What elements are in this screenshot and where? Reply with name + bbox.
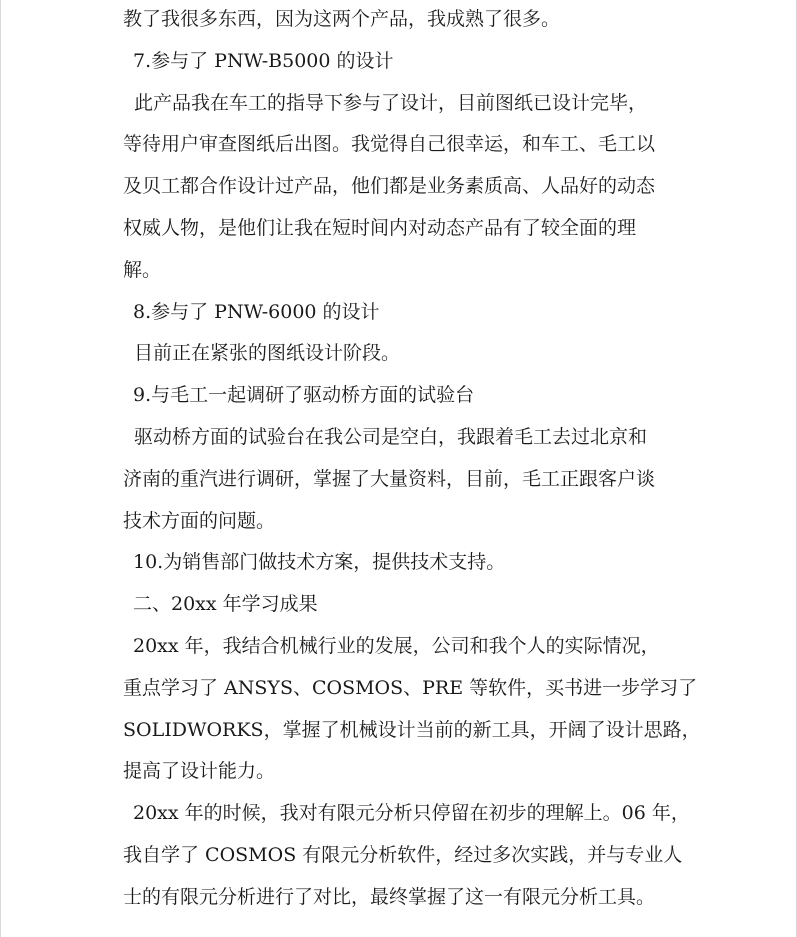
paragraph-line: 及贝工都合作设计过产品，他们都是业务素质高、人品好的动态 <box>123 175 656 198</box>
section-heading-8: 8.参与了 PNW-6000 的设计 <box>133 300 380 323</box>
paragraph-line: 解。 <box>123 258 162 281</box>
paragraph-line: 教了我很多东西，因为这两个产品，我成熟了很多。 <box>123 8 561 30</box>
section-heading-10: 10.为销售部门做技术方案，提供技术支持。 <box>133 551 506 574</box>
section-heading-9: 9.与毛工一起调研了驱动桥方面的试验台 <box>133 384 475 407</box>
paragraph-line: 我自学了 COSMOS 有限元分析软件，经过多次实践，并与专业人 <box>123 843 683 866</box>
paragraph-line: 济南的重汽进行调研，掌握了大量资料，目前，毛工正跟客户谈 <box>123 467 656 490</box>
paragraph-line: 技术方面的问题。 <box>123 509 276 532</box>
paragraph-line: 重点学习了 ANSYS、COSMOS、PRE 等软件，买书进一步学习了 <box>123 676 698 699</box>
paragraph-line: SOLIDWORKS，掌握了机械设计当前的新工具，开阔了设计思路， <box>123 718 701 741</box>
document-body <box>123 4 701 924</box>
section-heading-2: 二、20xx 年学习成果 <box>133 593 318 616</box>
section-heading-7: 7.参与了 PNW-B5000 的设计 <box>133 49 394 72</box>
paragraph-line: 目前正在紧张的图纸设计阶段。 <box>134 342 401 365</box>
paragraph-line: 20xx 年，我结合机械行业的发展，公司和我个人的实际情况， <box>133 634 660 657</box>
paragraph-line: 20xx 年的时候，我对有限元分析只停留在初步的理解上。06 年， <box>133 802 690 825</box>
paragraph-line: 权威人物，是他们让我在短时间内对动态产品有了较全面的理 <box>123 216 637 239</box>
paragraph-line: 提高了设计能力。 <box>123 760 276 783</box>
paragraph-line: 驱动桥方面的试验台在我公司是空白，我跟着毛工去过北京和 <box>134 425 648 448</box>
paragraph-line: 士的有限元分析进行了对比，最终掌握了这一有限元分析工具。 <box>123 885 656 908</box>
paragraph-line: 等待用户审查图纸后出图。我觉得自己很幸运，和车工、毛工以 <box>123 133 656 156</box>
paragraph-line: 此产品我在车工的指导下参与了设计，目前图纸已设计完毕， <box>134 91 648 114</box>
